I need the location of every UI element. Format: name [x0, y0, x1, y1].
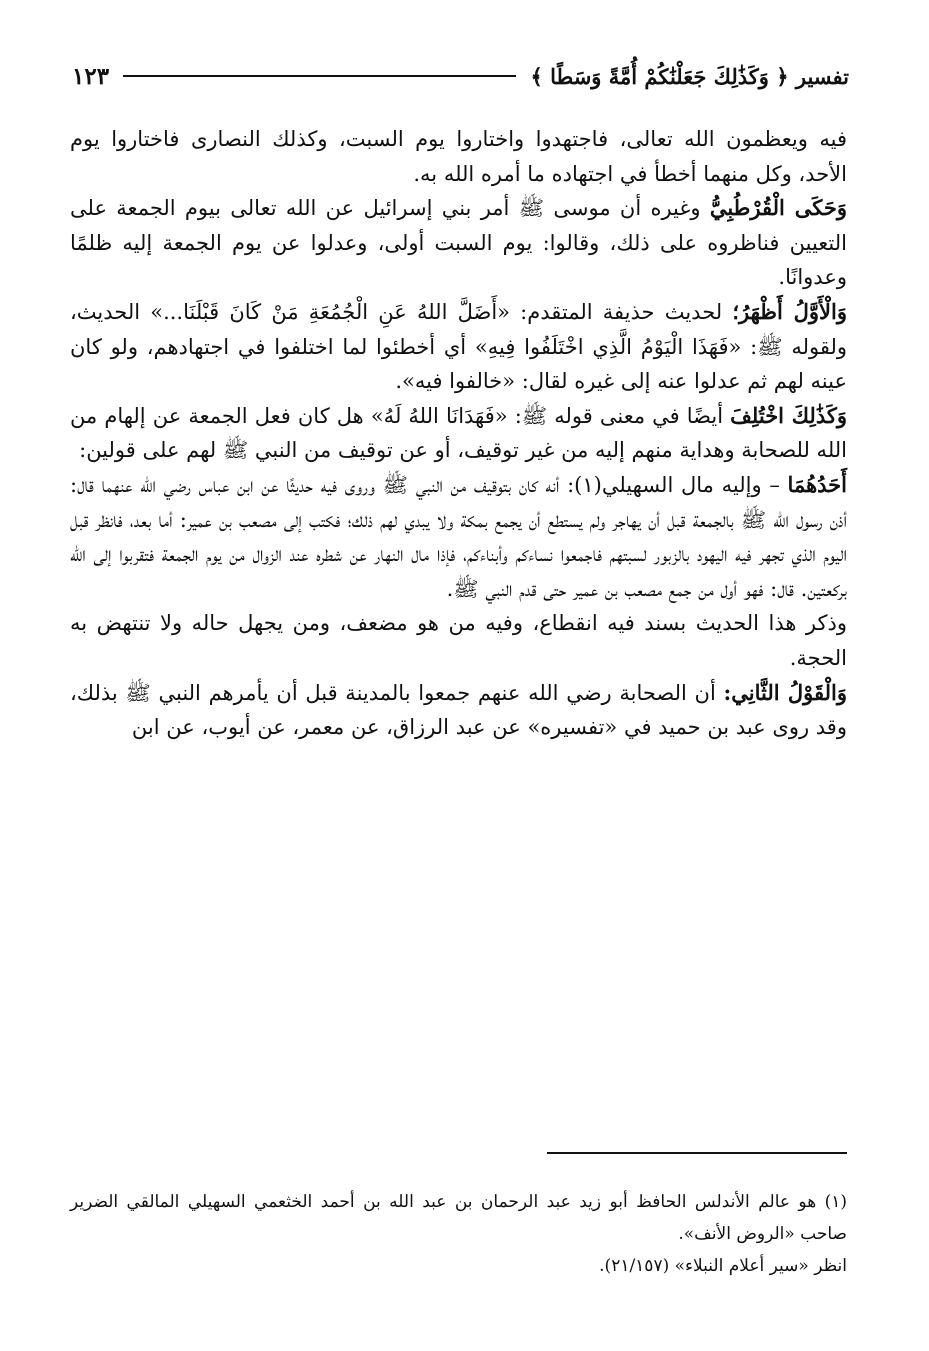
paragraph-text: أيضًا في معنى قوله ﷺ: «فَهَدَانَا اللهُ لَهُ» هل كان فعل الجمعة عن إلهام من الله للصحابة وهداية منهم إليه من غير توقيف، أو عن توقيف من النبي ﷺ لهم على قولين:	[70, 403, 847, 463]
paragraph	[70, 122, 847, 191]
paragraph-text: – وإليه مال السهيلي(١): أنه كان بتوقيف من النبي ﷺ وروى فيه حديثًا عن ابن عباس رضي الله عنهما قال: أذن رسول الله ﷺ بالجمعة قبل أن يهاجر ولم يستطع أن يجمع بمكة ولا يبدي لهم ذلك؛ فكتب إلى مصعب بن عمير: أما بعد، فانظر قبل اليوم الذي تجهر فيه اليهود بالزبور لسبتهم فاجمعوا نساءكم وأبناءكم، فإذا مال النهار عن شطره عند الزوال من يوم الجمعة فتقربوا إلى الله بركعتين. قال: فهو أول من جمع مصعب بن عمير حتى قدم النبي ﷺ.	[70, 472, 847, 601]
paragraph-text: أن الصحابة رضي الله عنهم جمعوا بالمدينة قبل أن يأمرهم النبي ﷺ بذلك، وقد روى عبد بن حميد في «تفسيره» عن عبد الرزاق، عن معمر، عن أيوب، عن ابن	[70, 680, 847, 740]
page-number: ١٢٣	[72, 62, 110, 90]
footnote-separator	[547, 1152, 847, 1154]
paragraph	[70, 399, 847, 468]
paragraph-lead: أَحَدُهُمَا	[787, 471, 847, 497]
running-header-title: تفسير ﴿ وَكَذَٰلِكَ جَعَلْنَٰكُمْ أُمَّةً وَسَطًا ﴾	[530, 63, 849, 89]
paragraph	[70, 295, 847, 399]
paragraph-lead: وَالْأَوَّلُ أَظْهَرُ؛	[732, 298, 848, 324]
paragraph-text: لحديث حذيفة المتقدم: «أَضَلَّ اللهُ عَنِ الْجُمُعَةِ مَنْ كَانَ قَبْلَنَا...» الحديث، ولقوله ﷺ: «فَهَذَا الْيَوْمُ الَّذِي اخْتَلَفُوا فِيهِ» أي أخطئوا لما اختلفوا في اجتهادهم، ولو كان عينه لهم ثم عدلوا عنه إلى غيره لقال: «خالفوا فيه».	[70, 299, 847, 394]
paragraph-text: وذكر هذا الحديث بسند فيه انقطاع، وفيه من هو مضعف، ومن يجهل حاله ولا تنتهض به الحجة.	[70, 611, 847, 670]
paragraph	[70, 676, 847, 745]
paragraph-lead: وَالْقَوْلُ الثَّانِي:	[723, 679, 847, 705]
main-text	[70, 122, 847, 745]
paragraph-lead: وَحَكَى الْقُرْطُبِيُّ	[709, 195, 847, 221]
paragraph	[70, 191, 847, 295]
header-rule	[123, 75, 516, 77]
footnote: (١) هو عالم الأندلس الحافظ أبو زيد عبد الرحمان بن عبد الله بن أحمد الخثعمي السهيلي المالقي الضرير صاحب «الروض الأنف».	[70, 1192, 847, 1244]
footnotes	[70, 1186, 847, 1282]
paragraph	[70, 606, 847, 675]
paragraph-text: وغيره أن موسى ﷺ أمر بني إسرائيل عن الله تعالى بيوم الجمعة على التعيين فناظروه على ذلك، وقالوا: يوم السبت أولى، وعدلوا عن يوم الجمعة إليه ظلمًا وعدوانًا.	[70, 196, 847, 290]
paragraph	[70, 468, 847, 606]
paragraph-text: فيه ويعظمون الله تعالى، فاجتهدوا واختاروا يوم السبت، وكذلك النصارى فاختاروا يوم الأحد، وكل منهما أخطأ في اجتهاده ما أمره الله به.	[70, 127, 847, 186]
paragraph-lead: وَكَذَٰلِكَ اخْتُلِفَ	[730, 402, 847, 428]
footnote-reference: انظر «سير أعلام النبلاء» (٢١/١٥٧).	[599, 1256, 847, 1276]
running-header	[72, 58, 849, 94]
